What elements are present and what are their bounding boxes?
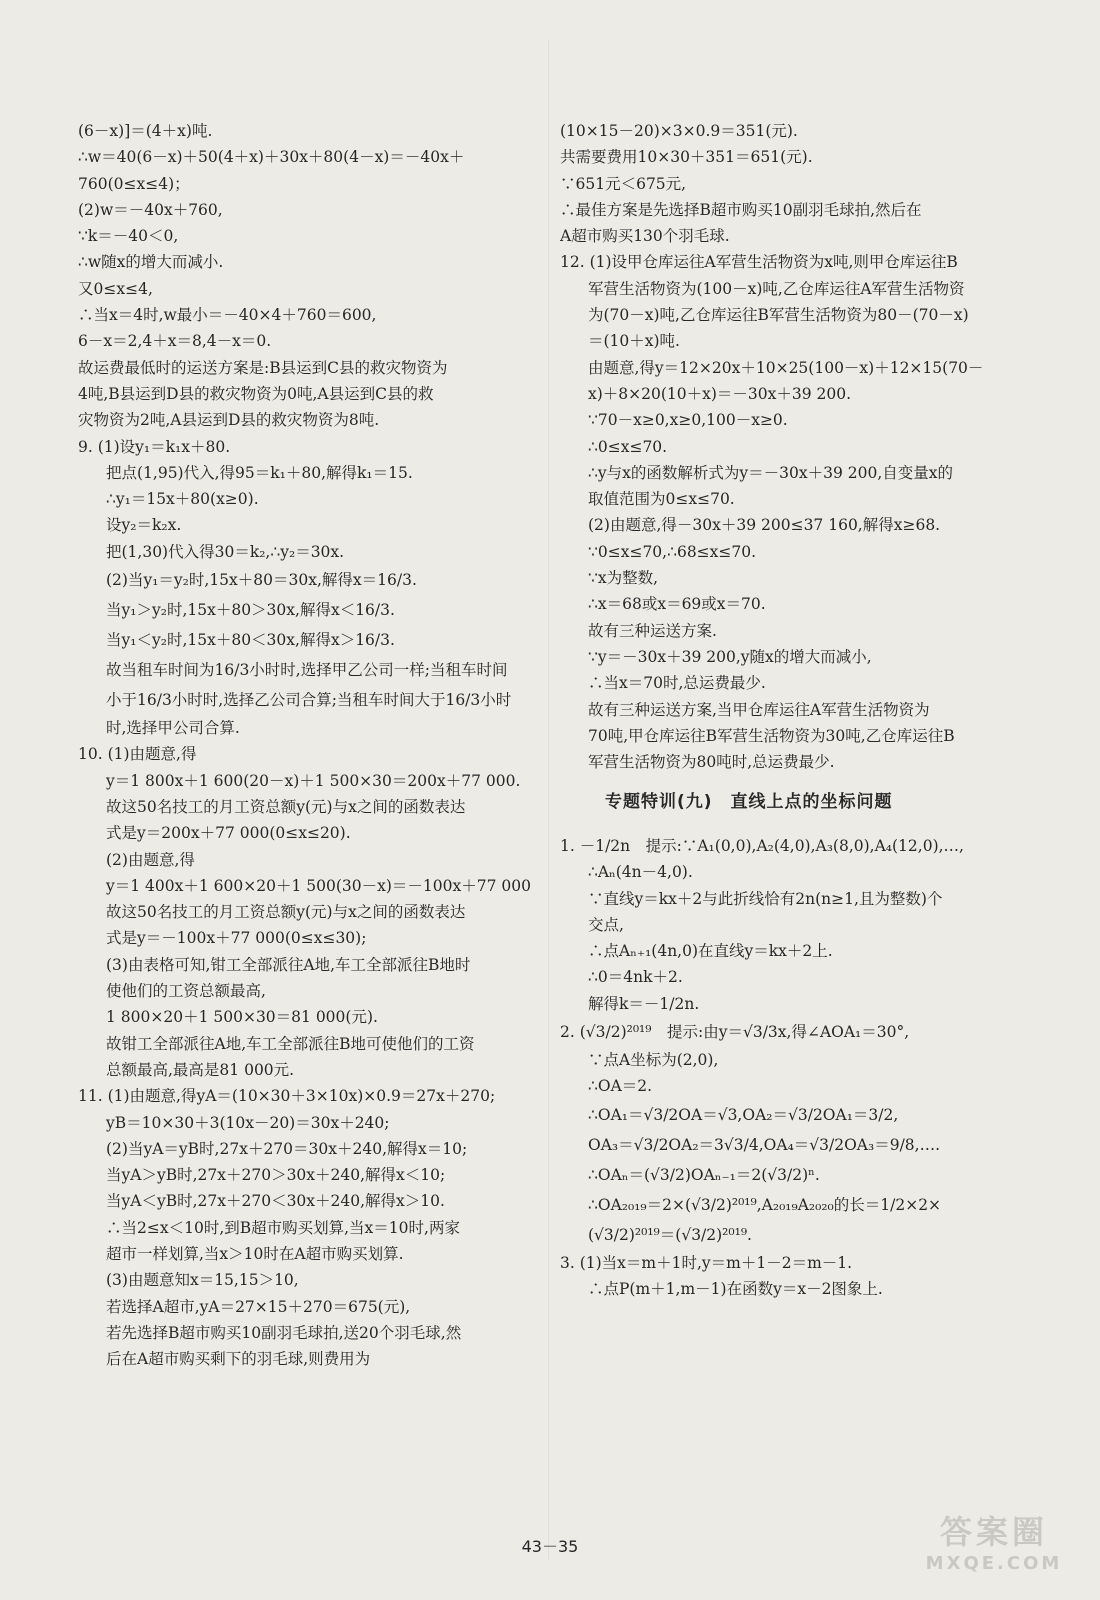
right-column-section — [560, 833, 1026, 1302]
text-line: ∵x为整数, — [588, 569, 659, 588]
text-line: 当yA＞yB时,27x＋270＞30x＋240,解得x＜10; — [106, 1166, 446, 1185]
text-line: ∴0≤x≤70. — [588, 437, 668, 456]
text-line: 时,选择甲公司合算. — [106, 719, 240, 738]
text-line: 总额最高,最高是81 000元. — [106, 1060, 295, 1079]
watermark-bottom: MXQE.COM — [925, 1552, 1063, 1574]
text-line: ∵0≤x≤70,∴68≤x≤70. — [588, 542, 757, 561]
text-line: 故这50名技工的月工资总额y(元)与x之间的函数表达 — [106, 903, 466, 922]
text-line: 灾物资为2吨,A县运到D县的救灾物资为8吨. — [78, 411, 380, 430]
text-line: (√3/2)²⁰¹⁹＝(√3/2)²⁰¹⁹. — [588, 1225, 752, 1244]
text-line: ∵直线y＝kx＋2与此折线恰有2n(n≥1,且为整数)个 — [588, 889, 943, 908]
text-line: 2. (√3/2)²⁰¹⁹ 提示:由y＝√3/3x,得∠AOA₁＝30°, — [560, 1023, 910, 1042]
text-line: 取值范围为0≤x≤70. — [588, 490, 735, 509]
text-line: ∴OA₁＝√3/2OA＝√3,OA₂＝√3/2OA₁＝3/2, — [588, 1105, 899, 1124]
text-line: 解得k＝－1/2n. — [588, 994, 700, 1013]
text-line: y＝1 400x＋1 600×20＋1 500(30－x)＝－100x＋77 000 — [106, 876, 531, 895]
text-line: OA₃＝√3/2OA₂＝3√3/4,OA₄＝√3/2OA₃＝9/8,…. — [588, 1135, 941, 1154]
text-line: ∴x＝68或x＝69或x＝70. — [588, 595, 766, 614]
text-line: 故有三种运送方案. — [588, 621, 717, 640]
text-line: ∵k＝－40＜0, — [78, 227, 179, 246]
text-line: 当y₁＞y₂时,15x＋80＞30x,解得x＜16/3. — [106, 601, 395, 620]
text-line: 超市一样划算,当x＞10时在A超市购买划算. — [106, 1244, 404, 1263]
text-line: ∴Aₙ(4n－4,0). — [588, 863, 693, 882]
text-line: ∴OA＝2. — [588, 1077, 653, 1096]
text-line: 故这50名技工的月工资总额y(元)与x之间的函数表达 — [106, 797, 466, 816]
text-line: ∴当x＝4时,w最小＝－40×4＋760＝600, — [78, 306, 377, 325]
text-line: 式是y＝200x＋77 000(0≤x≤20). — [106, 824, 351, 843]
text-line: ∴当2≤x＜10时,到B超市购买划算,当x＝10时,两家 — [106, 1218, 460, 1237]
text-line: ∴y₁＝15x＋80(x≥0). — [106, 490, 259, 509]
text-line: 式是y＝－100x＋77 000(0≤x≤30); — [106, 929, 367, 948]
text-line: 故钳工全部派往A地,车工全部派往B地可使他们的工资 — [106, 1034, 475, 1053]
text-line: 故有三种运送方案,当甲仓库运往A军营生活物资为 — [588, 700, 930, 719]
text-line: 把点(1,95)代入,得95＝k₁＋80,解得k₁＝15. — [106, 463, 413, 482]
text-line: (6－x)]＝(4＋x)吨. — [78, 122, 213, 140]
text-line: 设y₂＝k₂x. — [106, 516, 182, 535]
right-column — [560, 118, 1026, 775]
text-line: 6－x＝2,4＋x＝8,4－x＝0. — [78, 332, 272, 351]
page-fold — [548, 40, 549, 1560]
text-line: ∴点Aₙ₊₁(4n,0)在直线y＝kx＋2上. — [588, 942, 833, 961]
text-line: A超市购买130个羽毛球. — [560, 227, 730, 246]
text-line: 11. (1)由题意,得yA＝(10×30＋3×10x)×0.9＝27x＋270; — [78, 1087, 496, 1106]
watermark-top: 答案圈 — [939, 1512, 1048, 1551]
text-line: 若选择A超市,yA＝27×15＋270＝675(元), — [106, 1297, 411, 1316]
text-line: 760(0≤x≤4)； — [78, 174, 190, 193]
text-line: (3)由表格可知,钳工全部派往A地,车工全部派往B地时 — [106, 955, 471, 974]
text-line: (2)当yA＝yB时,27x＋270＝30x＋240,解得x＝10; — [106, 1139, 468, 1158]
text-line: 当y₁＜y₂时,15x＋80＜30x,解得x＞16/3. — [106, 631, 395, 650]
text-line: 1 800×20＋1 500×30＝81 000(元). — [106, 1008, 378, 1027]
text-line: 又0≤x≤4, — [78, 279, 153, 298]
text-line: 故当租车时间为16/3小时时,选择甲乙公司一样;当租车时间 — [106, 661, 508, 680]
left-column — [78, 118, 548, 1372]
text-line: ∴y与x的函数解析式为y＝－30x＋39 200,自变量x的 — [588, 463, 953, 482]
text-line: (10×15－20)×3×0.9＝351(元). — [560, 122, 798, 140]
text-line: (3)由题意知x＝15,15＞10, — [106, 1271, 299, 1290]
text-line: 10. (1)由题意,得 — [78, 745, 197, 764]
text-line: 1. －1/2n 提示:∵A₁(0,0),A₂(4,0),A₃(8,0),A₄(12,0),…, — [560, 837, 964, 855]
text-line: x)＋8×20(10＋x)＝－30x＋39 200. — [588, 384, 852, 403]
text-line: 3. (1)当x＝m＋1时,y＝m＋1－2＝m－1. — [560, 1253, 853, 1272]
text-line: ∴w＝40(6－x)＋50(4＋x)＋30x＋80(4－x)＝－40x＋ — [78, 148, 465, 167]
text-line: (2)由题意,得 — [106, 850, 195, 869]
text-line: 为(70－x)吨,乙仓库运往B军营生活物资为80－(70－x) — [588, 306, 969, 325]
text-line: ∵y＝－30x＋39 200,y随x的增大而减小, — [588, 647, 872, 666]
text-line: yB＝10×30＋3(10x－20)＝30x＋240; — [106, 1113, 390, 1132]
text-line: 12. (1)设甲仓库运往A军营生活物资为x吨,则甲仓库运往B — [560, 253, 958, 272]
text-line: 小于16/3小时时,选择乙公司合算;当租车时间大于16/3小时 — [106, 691, 512, 710]
text-line: 70吨,甲仓库运往B军营生活物资为30吨,乙仓库运往B — [588, 726, 955, 745]
text-line: ∵70－x≥0,x≥0,100－x≥0. — [588, 411, 788, 430]
text-line: ∵点A坐标为(2,0), — [588, 1051, 719, 1070]
text-line: (2)由题意,得－30x＋39 200≤37 160,解得x≥68. — [588, 516, 941, 535]
text-line: (2)当y₁＝y₂时,15x＋80＝30x,解得x＝16/3. — [106, 571, 417, 590]
text-line: 交点, — [588, 915, 624, 934]
watermark-logo — [914, 1500, 1074, 1580]
text-line: 9. (1)设y₁＝k₁x＋80. — [78, 437, 231, 456]
text-line: 使他们的工资总额最高, — [106, 982, 266, 1001]
text-line: y＝1 800x＋1 600(20－x)＋1 500×30＝200x＋77 000. — [106, 771, 521, 790]
page-number: 43－35 — [521, 1537, 579, 1556]
text-line: ∵651元＜675元, — [560, 174, 687, 193]
text-line: 若先选择B超市购买10副羽毛球拍,送20个羽毛球,然 — [106, 1323, 462, 1342]
text-line: (2)w＝－40x＋760, — [78, 200, 223, 219]
text-line: ∴0＝4nk＋2. — [588, 968, 683, 987]
text-line: 由题意,得y＝12×20x＋10×25(100－x)＋12×15(70－ — [588, 358, 984, 377]
text-line: ∴当x＝70时,总运费最少. — [588, 674, 766, 693]
text-line: 后在A超市购买剩下的羽毛球,则费用为 — [106, 1350, 371, 1369]
text-line: ∴w随x的增大而减小. — [78, 253, 224, 272]
text-line: ∴OAₙ＝(√3/2)OAₙ₋₁＝2(√3/2)ⁿ. — [588, 1165, 820, 1184]
text-line: 军营生活物资为(100－x)吨,乙仓库运往A军营生活物资 — [588, 279, 965, 298]
text-line: 4吨,B县运到D县的救灾物资为0吨,A县运到C县的救 — [78, 384, 434, 403]
text-line: ＝(10＋x)吨. — [588, 332, 680, 351]
text-line: 军营生活物资为80吨时,总运费最少. — [588, 753, 835, 772]
section-title: 专题特训(九) 直线上点的坐标问题 — [605, 792, 893, 812]
text-line: ∴OA₂₀₁₉＝2×(√3/2)²⁰¹⁹,A₂₀₁₉A₂₀₂₀的长＝1/2×2× — [588, 1195, 942, 1214]
text-line: ∴点P(m＋1,m－1)在函数y＝x－2图象上. — [588, 1279, 883, 1298]
text-line: 共需要费用10×30＋351＝651(元). — [560, 148, 813, 167]
text-line: ∴最佳方案是先选择B超市购买10副羽毛球拍,然后在 — [560, 200, 922, 219]
text-line: 故运费最低时的运送方案是:B县运到C县的救灾物资为 — [78, 358, 448, 377]
text-line: 当yA＜yB时,27x＋270＜30x＋240,解得x＞10. — [106, 1192, 445, 1211]
text-line: 把(1,30)代入得30＝k₂,∴y₂＝30x. — [106, 542, 345, 561]
